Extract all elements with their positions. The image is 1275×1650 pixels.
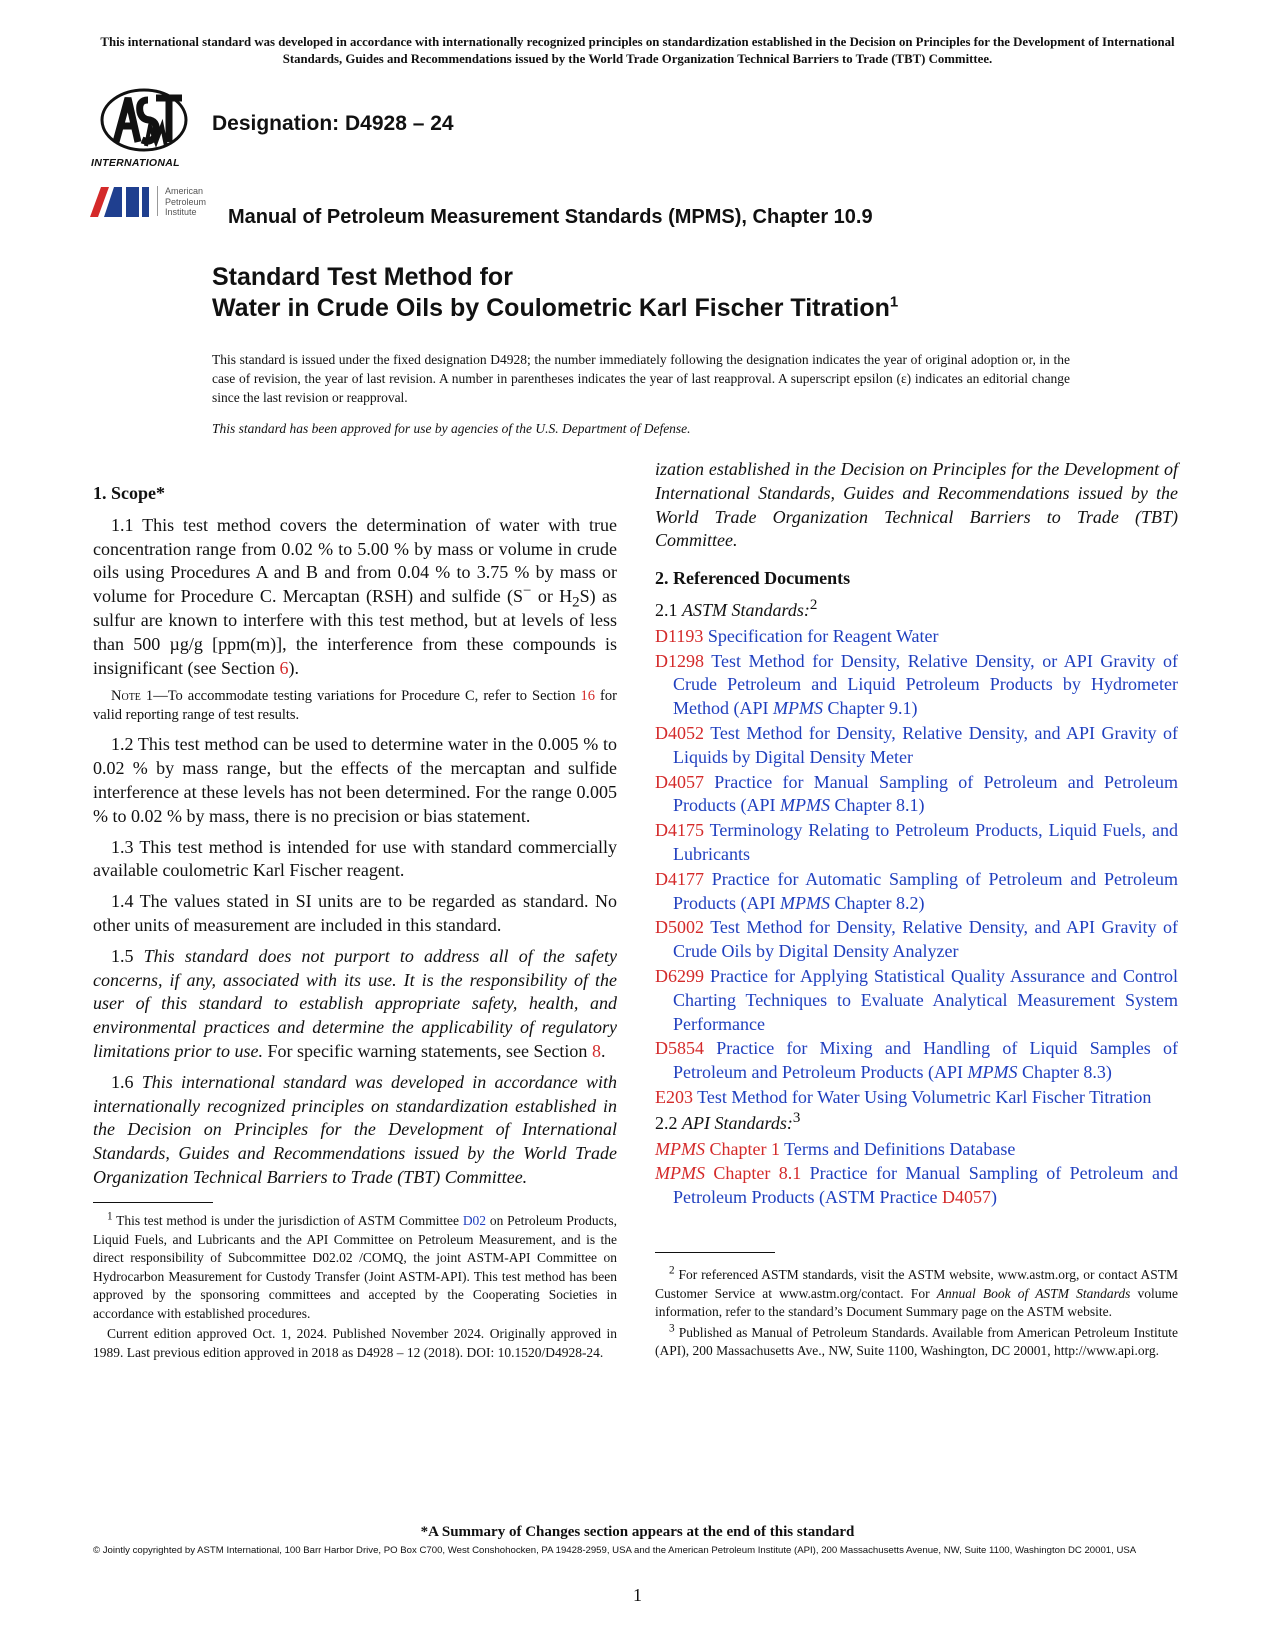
- dod-approval: This standard has been approved for use by agencies of the U.S. Department of Defense.: [212, 421, 691, 436]
- footnotes-right: [655, 1266, 1178, 1363]
- api-logo-subtext: American Petroleum Institute: [165, 186, 207, 217]
- section-16-link[interactable]: 16: [580, 688, 596, 705]
- api-logo-divider: [157, 186, 158, 216]
- reference-title[interactable]: Test Method for Density, Relative Density, and API Gravity of Crude Oils by Digital Density Analyzer: [673, 917, 1178, 962]
- api-logo-wordmark: [96, 196, 98, 197]
- api-logo: [90, 184, 152, 220]
- reference-title[interactable]: Test Method for Density, Relative Density, or API Gravity of Crude Petroleum and Liquid Petroleum Products by Hydrometer Method (API MPMS Chapter 9.1): [673, 650, 1178, 719]
- committee-d02-link[interactable]: D02: [462, 1213, 487, 1228]
- reference-title[interactable]: Terms and Definitions Database: [784, 1138, 1016, 1159]
- reference-code[interactable]: D5002: [655, 917, 711, 938]
- astm-reference-item[interactable]: [655, 650, 1178, 721]
- document-title: [212, 262, 898, 324]
- title-text: Water in Crude Oils by Coulometric Karl Fischer Titration: [212, 294, 890, 322]
- astm-reference-item[interactable]: [655, 722, 1178, 770]
- section-1-4: 1.4 The values stated in SI units are to be regarded as standard. No other units of measurement are included in this standard.: [93, 891, 617, 935]
- title-footnote-mark: 1: [889, 293, 899, 311]
- reference-code[interactable]: MPMS Chapter 8.1: [655, 1163, 810, 1184]
- reference-title[interactable]: Practice for Automatic Sampling of Petroleum and Petroleum Products (API MPMS Chapter 8.2): [673, 868, 1178, 913]
- astm-reference-item[interactable]: [655, 771, 1178, 819]
- designation: Designation: D4928 – 24: [212, 112, 454, 135]
- astm-reference-item[interactable]: [655, 625, 1178, 649]
- footnote-1-edition: Current edition approved Oct. 1, 2024. Published November 2024. Originally approved in 1989. Last previous edition approved in 2018 as D4928 – 12 (2018). DOI: 10.1520/D4928-24.: [93, 1326, 617, 1360]
- reference-title[interactable]: Specification for Reagent Water: [707, 625, 939, 646]
- scope-heading: 1. Scope*: [93, 483, 165, 503]
- referenced-documents-heading: 2. Referenced Documents: [655, 568, 851, 589]
- footnote-2: $^2$ For referenced ASTM standards, visit the ASTM website, www.astm.org, or contact ASTM Customer Service at www.astm.org/contact. For Annual Book of ASTM Standards volume information, refer to the standard’s Document Summary page on the ASTM website.: [655, 1264, 1179, 1319]
- api-reference-item[interactable]: [655, 1162, 1178, 1210]
- reference-code[interactable]: D5854: [655, 1038, 717, 1059]
- note-1: Note 1—To accommodate testing variations for Procedure C, refer to Section 16 for valid reporting range of test results.: [93, 688, 617, 724]
- footnote-rule-right: [655, 1252, 775, 1253]
- issuance-statement: This standard is issued under the fixed designation D4928; the number immediately following the designation indicates the year of original adoption or, in the case of revision, the year of last revision. A number in parentheses indicates the year of last reapproval. A superscript epsilon (ε) indicates an editorial change since the last revision or reapproval.: [212, 352, 1070, 405]
- reference-code[interactable]: D4052: [655, 722, 711, 743]
- footnote-1: $^1$ This test method is under the jurisdiction of ASTM Committee D02 on Petroleum Products, Liquid Fuels, and Lubricants and the API Committee on Petroleum Measurement, and is the direct responsibility of Subcommittee D02.02 /COMQ, the joint ASTM-API Committee on Hydrocarbon Measurement for Custody Transfer (Joint ASTM-API). This test method has been approved by the sponsoring committees and accepted by the Cooperating Societies in accordance with established procedures.: [93, 1210, 617, 1321]
- api-standards-heading: 2.2 API Standards:$^3$: [655, 1109, 801, 1133]
- left-column: [93, 482, 618, 1187]
- astm-reference-item[interactable]: [655, 965, 1178, 1036]
- footnotes-left: [93, 1212, 617, 1364]
- reference-code[interactable]: D4175: [655, 820, 710, 841]
- section-1-3: 1.3 This test method is intended for use with standard commercially available coulometric Karl Fischer reagent.: [93, 836, 617, 881]
- page-number: 1: [633, 1585, 642, 1605]
- astm-reference-item[interactable]: [655, 1037, 1178, 1085]
- reference-code[interactable]: D4177: [655, 868, 712, 889]
- reference-title[interactable]: Terminology Relating to Petroleum Products, Liquid Fuels, and Lubricants: [673, 820, 1178, 864]
- astm-reference-item[interactable]: [655, 819, 1178, 867]
- reference-code[interactable]: D1193: [655, 625, 708, 646]
- reference-link[interactable]: D4057: [941, 1187, 991, 1208]
- section-1-6-continued: [655, 458, 1178, 553]
- section-8-link[interactable]: 8: [591, 1040, 601, 1061]
- title-line-1: Standard Test Method for: [212, 263, 513, 291]
- section-1-1: 1.1 This test method covers the determination of water with true concentration range from 0.02 % to 5.00 % by mass or volume in crude oils using Procedures A and B and from 0.04 % to 3.75 % by mass or volume for Procedure C. Mercaptan (RSH) and sulfide (S− or $H_2S$) as sulfur are known to interfere with this test method, but at levels of less than 500 µg/g [ppm(m)], the interference from these compounds is insignificant (see Section 6).: [93, 514, 618, 678]
- astm-reference-item[interactable]: [655, 916, 1178, 964]
- api-reference-item[interactable]: [655, 1138, 1178, 1162]
- astm-reference-list: [655, 625, 1178, 1110]
- section-1-6-continued-text: ization established in the Decision on Principles for the Development of International Standards, Guides and Recommendations issued by the World Trade Organization Technical Barriers to Trade (TBT) Committee.: [655, 459, 1178, 551]
- reference-code[interactable]: D4057: [655, 771, 715, 792]
- section-6-link[interactable]: 6: [279, 657, 289, 678]
- section-1-6: 1.6 This international standard was developed in accordance with internationally recognized principles on standardization established in the Decision on Principles for the Development of International Standards, Guides and Recommendations issued by the World Trade Organization Technical Barriers to Trade (TBT) Committee.: [93, 1071, 617, 1187]
- right-column: [655, 459, 1179, 1211]
- astm-standards-heading: 2.1 ASTM Standards:$^2$: [655, 596, 818, 620]
- footnote-3: $^3$ Published as Manual of Petroleum Standards. Available from American Petroleum Institute (API), 200 Massachusetts Ave., NW, Suite 1100, Washington, DC 20001, http://www.api.org.: [655, 1322, 1178, 1358]
- astm-reference-item[interactable]: [655, 1086, 1178, 1110]
- astm-reference-item[interactable]: [655, 868, 1178, 916]
- copyright-notice: © Jointly copyrighted by ASTM International, 100 Barr Harbor Drive, PO Box C700, West Conshohocken, PA 19428-2959, USA and the American Petroleum Institute (API), 200 Massachusetts Avenue, NW, Suite 1100, Washington DC 20001, USA: [93, 1545, 1137, 1556]
- top-notice: This international standard was developed in accordance with internationally recognized principles on standardization established in the Decision on Principles for the Development of International Standards, Guides and Recommendations issued by the World Trade Organization Technical Barriers to Trade (TBT) Committee.: [100, 35, 1175, 66]
- footnote-rule-left: [93, 1202, 213, 1203]
- section-1-2: 1.2 This test method can be used to determine water in the 0.005 % to 0.02 % by mass range, but the effects of the mercaptan and sulfide interference at these levels has not been determined. For the range 0.005 % to 0.02 % by mass, there is no precision or bias statement.: [93, 734, 617, 826]
- reference-code[interactable]: D6299: [655, 965, 711, 986]
- reference-title[interactable]: Practice for Applying Statistical Quality Assurance and Control Charting Techniques to Evaluate Analytical Measurement System Performance: [673, 965, 1178, 1034]
- api-logo-icon: [90, 184, 152, 220]
- title-line-2: [212, 293, 898, 324]
- summary-of-changes-note: *A Summary of Changes section appears at the end of this standard: [420, 1524, 855, 1540]
- reference-title[interactable]: Test Method for Density, Relative Density, and API Gravity of Liquids by Digital Density Meter: [673, 722, 1178, 767]
- reference-code[interactable]: MPMS Chapter 1: [655, 1138, 785, 1159]
- reference-code[interactable]: D1298: [655, 650, 712, 671]
- reference-title[interactable]: Practice for Mixing and Handling of Liquid Samples of Petroleum and Petroleum Products (API MPMS Chapter 8.3): [673, 1038, 1179, 1083]
- astm-logo-text: INTERNATIONAL: [91, 157, 180, 169]
- reference-close-paren: ): [990, 1187, 997, 1208]
- reference-title[interactable]: Practice for Manual Sampling of Petroleum and Petroleum Products (API MPMS Chapter 8.1): [673, 771, 1178, 816]
- api-reference-list: [655, 1138, 1178, 1210]
- reference-title[interactable]: Test Method for Water Using Volumetric Karl Fischer Titration: [697, 1086, 1152, 1107]
- reference-code[interactable]: E203: [655, 1086, 698, 1107]
- mpms-chapter: Manual of Petroleum Measurement Standards (MPMS), Chapter 10.9: [228, 206, 873, 228]
- section-1-5: 1.5 This standard does not purport to address all of the safety concerns, if any, associated with its use. It is the responsibility of the user of this standard to establish appropriate safety, health, and environmental practices and determine the applicability of regulatory limitations prior to use. For specific warning statements, see Section 8.: [93, 945, 618, 1061]
- reference-title[interactable]: Practice for Manual Sampling of Petroleum and Petroleum Products (ASTM Practice: [673, 1163, 1178, 1208]
